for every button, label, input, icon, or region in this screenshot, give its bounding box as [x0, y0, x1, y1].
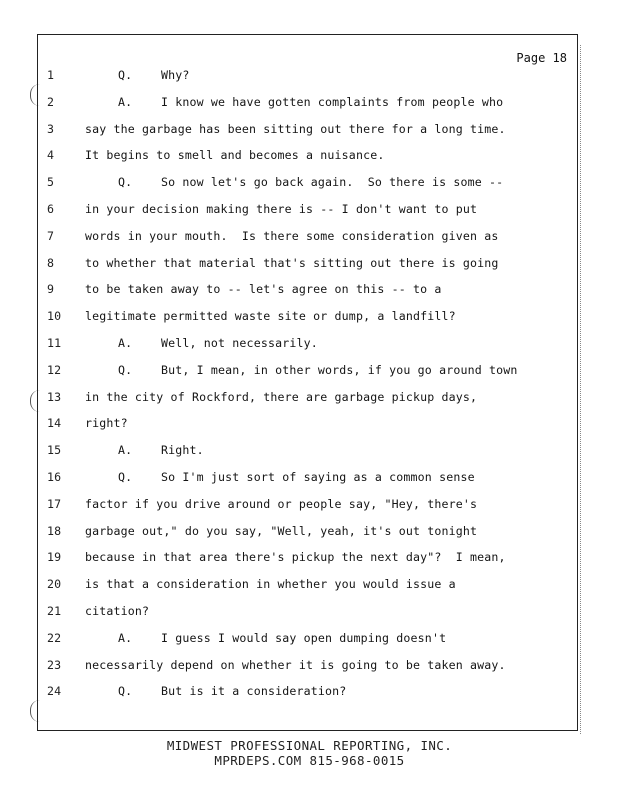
- transcript-line: [38, 65, 577, 85]
- line-body: right?: [85, 416, 128, 431]
- transcript-line: [38, 494, 577, 514]
- line-body: in your decision making there is -- I don't want to put: [85, 202, 478, 216]
- transcript-line: [38, 145, 577, 165]
- line-body: Why?: [161, 68, 190, 82]
- line-text: [85, 574, 571, 594]
- transcript-line: [38, 628, 577, 648]
- line-text: [85, 306, 571, 326]
- line-number: 16: [47, 470, 62, 484]
- line-body: So I'm just sort of saying as a common sense: [161, 470, 475, 484]
- line-number: 6: [47, 202, 55, 216]
- line-number: 5: [47, 175, 55, 190]
- transcript-line: [38, 199, 577, 219]
- transcript-line: [38, 601, 577, 621]
- line-number: 22: [47, 630, 62, 645]
- line-number: 15: [47, 443, 62, 458]
- transcript-line: [38, 226, 577, 246]
- footer-contact: MPRDEPS.COM 815-968-0015: [214, 753, 405, 768]
- transcript-line: [38, 467, 577, 487]
- line-text: [85, 601, 571, 621]
- line-number: 18: [47, 523, 62, 538]
- line-body: I guess I would say open dumping doesn't: [161, 630, 447, 645]
- page-number: Page 18: [516, 51, 567, 65]
- line-text: [85, 494, 571, 514]
- line-text: [85, 387, 571, 407]
- line-number: 8: [47, 255, 55, 270]
- line-number: 9: [47, 282, 55, 297]
- speaker-label: A.: [118, 630, 133, 645]
- transcript-line: [38, 119, 577, 139]
- speaker-label: Q.: [118, 470, 133, 484]
- transcript-line: [38, 574, 577, 594]
- line-body: in the city of Rockford, there are garbage pickup days,: [85, 389, 478, 404]
- line-body: citation?: [85, 604, 150, 618]
- line-number: 13: [47, 389, 62, 404]
- line-number: 1: [47, 68, 55, 82]
- line-number: 23: [47, 657, 62, 672]
- line-body: factor if you drive around or people say, "Hey, there's: [85, 496, 478, 511]
- transcript-line: [38, 172, 577, 192]
- line-text: [85, 655, 571, 675]
- line-text: [85, 547, 571, 567]
- speaker-label: Q.: [118, 362, 133, 377]
- line-text: [85, 413, 571, 433]
- line-number: 4: [47, 148, 55, 163]
- speaker-label: A.: [118, 94, 133, 109]
- line-body: legitimate permitted waste site or dump, a landfill?: [85, 309, 456, 324]
- speaker-label: A.: [118, 443, 133, 458]
- line-text: [85, 226, 571, 246]
- line-text: [85, 119, 571, 139]
- transcript-page: [37, 34, 578, 731]
- transcript-line: [38, 306, 577, 326]
- transcript-line: [38, 279, 577, 299]
- line-body: say the garbage has been sitting out there for a long time.: [85, 121, 506, 136]
- line-body: It begins to smell and becomes a nuisance.: [85, 148, 385, 163]
- transcript-line: [38, 681, 577, 701]
- transcript-line: [38, 547, 577, 567]
- line-body: to whether that material that's sitting out there is going: [85, 255, 499, 270]
- line-number: 11: [47, 336, 62, 350]
- line-number: 3: [47, 121, 55, 136]
- speaker-label: Q.: [118, 68, 133, 82]
- line-text: [85, 253, 571, 273]
- footer-company: MIDWEST PROFESSIONAL REPORTING, INC.: [166, 738, 453, 753]
- line-text: [85, 521, 571, 541]
- line-body: garbage out," do you say, "Well, yeah, it's out tonight: [85, 523, 478, 538]
- line-number: 20: [47, 577, 62, 592]
- line-number: 17: [47, 496, 62, 511]
- line-number: 2: [47, 94, 55, 109]
- line-body: because in that area there's pickup the next day"? I mean,: [85, 550, 506, 565]
- line-body: But, I mean, in other words, if you go around town: [161, 362, 518, 377]
- line-body: words in your mouth. Is there some consideration given as: [85, 228, 499, 243]
- transcript-line: [38, 521, 577, 541]
- line-number: 19: [47, 550, 62, 565]
- line-text: [85, 199, 571, 219]
- line-number: 10: [47, 309, 62, 324]
- speaker-label: A.: [118, 336, 133, 350]
- transcript-line: [38, 360, 577, 380]
- line-text: [85, 145, 571, 165]
- line-body: I know we have gotten complaints from people who: [161, 94, 504, 109]
- line-text: [85, 279, 571, 299]
- transcript-line: [38, 413, 577, 433]
- speaker-label: Q.: [118, 684, 133, 699]
- line-number: 12: [47, 362, 62, 377]
- line-body: So now let's go back again. So there is some --: [161, 175, 504, 190]
- transcript-line: [38, 333, 577, 353]
- line-number: 14: [47, 416, 62, 431]
- speaker-label: Q.: [118, 175, 133, 190]
- transcript-line: [38, 655, 577, 675]
- line-number: 7: [47, 228, 55, 243]
- transcript-line: [38, 440, 577, 460]
- line-number: 21: [47, 604, 62, 618]
- transcript-line: [38, 387, 577, 407]
- transcript-line: [38, 92, 577, 112]
- line-body: Well, not necessarily.: [161, 336, 318, 350]
- line-body: But is it a consideration?: [161, 684, 347, 699]
- line-body: Right.: [161, 443, 204, 458]
- line-body: necessarily depend on whether it is going to be taken away.: [85, 657, 506, 672]
- line-body: is that a consideration in whether you would issue a: [85, 577, 456, 592]
- line-number: 24: [47, 684, 62, 699]
- line-body: to be taken away to -- let's agree on this -- to a: [85, 282, 442, 297]
- transcript-line: [38, 253, 577, 273]
